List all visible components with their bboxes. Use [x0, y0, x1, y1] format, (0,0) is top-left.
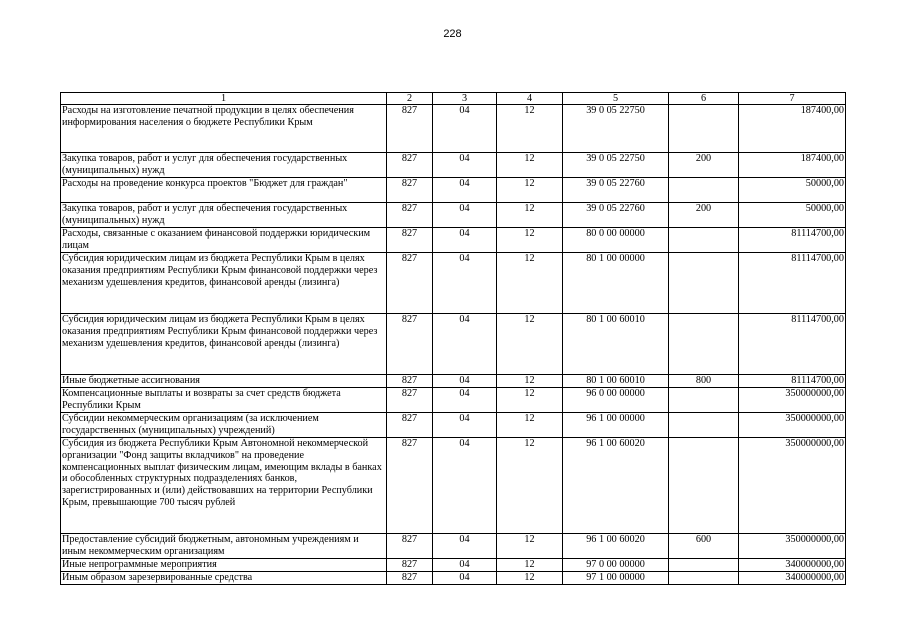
cell-target: 96 1 00 00000: [563, 413, 669, 438]
cell-section: 04: [433, 559, 497, 572]
cell-amount: 81114700,00: [739, 228, 846, 253]
cell-type: [669, 253, 739, 314]
cell-target: 97 0 00 00000: [563, 559, 669, 572]
cell-type: [669, 228, 739, 253]
cell-amount: 350000000,00: [739, 534, 846, 559]
table-row: [61, 228, 846, 253]
cell-target: 80 1 00 60010: [563, 314, 669, 375]
table-row: [61, 413, 846, 438]
table-row: [61, 375, 846, 388]
cell-amount: 50000,00: [739, 203, 846, 228]
cell-target: 80 1 00 60010: [563, 375, 669, 388]
cell-subsection: 12: [497, 375, 563, 388]
cell-amount: 350000000,00: [739, 438, 846, 534]
table-row: [61, 388, 846, 413]
cell-subsection: 12: [497, 388, 563, 413]
cell-type: 200: [669, 153, 739, 178]
row-name: Расходы, связанные с оказанием финансовой поддержки юридическим лицам: [61, 228, 387, 253]
cell-target: 39 0 05 22750: [563, 105, 669, 153]
cell-code: 827: [387, 559, 433, 572]
cell-subsection: 12: [497, 228, 563, 253]
table-row: [61, 178, 846, 203]
cell-type: 200: [669, 203, 739, 228]
table-row: [61, 438, 846, 534]
cell-type: [669, 314, 739, 375]
cell-amount: 340000000,00: [739, 559, 846, 572]
cell-section: 04: [433, 253, 497, 314]
cell-type: 800: [669, 375, 739, 388]
cell-section: 04: [433, 534, 497, 559]
row-name: Субсидия из бюджета Республики Крым Автономной некоммерческой организации "Фонд защиты вкладчиков" на проведение компенсационных выплат физическим лицам, имеющим вклады в банках и обособленных структурных подразделениях банков, зарегистрированных и (или) действовавших на территории Республики Крым, превышающие 700 тысяч рублей: [61, 438, 387, 534]
cell-section: 04: [433, 314, 497, 375]
page-number: 228: [443, 28, 462, 40]
cell-target: 97 1 00 00000: [563, 572, 669, 585]
budget-table: [60, 92, 846, 585]
cell-subsection: 12: [497, 534, 563, 559]
row-name: Субсидия юридическим лицам из бюджета Республики Крым в целях оказания предприятиям Республики Крым финансовой поддержки через механизм удешевления кредитов, финансовой аренды (лизинга): [61, 253, 387, 314]
cell-amount: 350000000,00: [739, 413, 846, 438]
cell-subsection: 12: [497, 314, 563, 375]
row-name: Закупка товаров, работ и услуг для обеспечения государственных (муниципальных) нужд: [61, 153, 387, 178]
row-name: Расходы на проведение конкурса проектов "Бюджет для граждан": [61, 178, 387, 203]
cell-subsection: 12: [497, 253, 563, 314]
column-header: 4: [497, 93, 563, 105]
cell-type: [669, 559, 739, 572]
cell-amount: 187400,00: [739, 153, 846, 178]
cell-subsection: 12: [497, 559, 563, 572]
column-header: 5: [563, 93, 669, 105]
row-name: Субсидия юридическим лицам из бюджета Республики Крым в целях оказания предприятиям Республики Крым финансовой поддержки через механизм удешевления кредитов, финансовой аренды (лизинга): [61, 314, 387, 375]
cell-subsection: 12: [497, 153, 563, 178]
cell-amount: 350000000,00: [739, 388, 846, 413]
cell-type: [669, 178, 739, 203]
column-header: 2: [387, 93, 433, 105]
table-row: [61, 203, 846, 228]
table-row: [61, 572, 846, 585]
cell-section: 04: [433, 413, 497, 438]
cell-code: 827: [387, 314, 433, 375]
table-row: [61, 253, 846, 314]
cell-code: 827: [387, 228, 433, 253]
cell-code: 827: [387, 105, 433, 153]
cell-section: 04: [433, 105, 497, 153]
cell-amount: 187400,00: [739, 105, 846, 153]
column-header: 1: [61, 93, 387, 105]
cell-section: 04: [433, 228, 497, 253]
cell-section: 04: [433, 572, 497, 585]
cell-code: 827: [387, 178, 433, 203]
cell-type: [669, 413, 739, 438]
table-row: [61, 534, 846, 559]
cell-code: 827: [387, 375, 433, 388]
cell-target: 96 1 00 60020: [563, 534, 669, 559]
cell-section: 04: [433, 203, 497, 228]
cell-code: 827: [387, 438, 433, 534]
cell-target: 96 1 00 60020: [563, 438, 669, 534]
cell-subsection: 12: [497, 105, 563, 153]
header-row: [61, 93, 846, 105]
cell-section: 04: [433, 153, 497, 178]
cell-type: [669, 388, 739, 413]
cell-amount: 340000000,00: [739, 572, 846, 585]
cell-section: 04: [433, 438, 497, 534]
cell-subsection: 12: [497, 438, 563, 534]
cell-code: 827: [387, 253, 433, 314]
cell-amount: 81114700,00: [739, 375, 846, 388]
cell-amount: 50000,00: [739, 178, 846, 203]
table-row: [61, 105, 846, 153]
row-name: Иным образом зарезервированные средства: [61, 572, 387, 585]
column-header: 6: [669, 93, 739, 105]
cell-target: 39 0 05 22750: [563, 153, 669, 178]
cell-type: [669, 438, 739, 534]
table-row: [61, 314, 846, 375]
cell-subsection: 12: [497, 203, 563, 228]
cell-section: 04: [433, 375, 497, 388]
cell-type: [669, 572, 739, 585]
row-name: Закупка товаров, работ и услуг для обеспечения государственных (муниципальных) нужд: [61, 203, 387, 228]
row-name: Иные бюджетные ассигнования: [61, 375, 387, 388]
cell-target: 96 0 00 00000: [563, 388, 669, 413]
row-name: Иные непрограммные мероприятия: [61, 559, 387, 572]
table-row: [61, 153, 846, 178]
cell-type: [669, 105, 739, 153]
row-name: Субсидии некоммерческим организациям (за исключением государственных (муниципальных) учреждений): [61, 413, 387, 438]
cell-code: 827: [387, 534, 433, 559]
row-name: Компенсационные выплаты и возвраты за счет средств бюджета Республики Крым: [61, 388, 387, 413]
cell-subsection: 12: [497, 178, 563, 203]
column-header: 7: [739, 93, 846, 105]
cell-code: 827: [387, 203, 433, 228]
table-row: [61, 559, 846, 572]
cell-code: 827: [387, 388, 433, 413]
cell-target: 80 0 00 00000: [563, 228, 669, 253]
cell-amount: 81114700,00: [739, 314, 846, 375]
cell-target: 39 0 05 22760: [563, 203, 669, 228]
row-name: Предоставление субсидий бюджетным, автономным учреждениям и иным некоммерческим организациям: [61, 534, 387, 559]
cell-type: 600: [669, 534, 739, 559]
cell-target: 80 1 00 00000: [563, 253, 669, 314]
cell-subsection: 12: [497, 413, 563, 438]
cell-code: 827: [387, 153, 433, 178]
cell-code: 827: [387, 572, 433, 585]
cell-target: 39 0 05 22760: [563, 178, 669, 203]
column-header: 3: [433, 93, 497, 105]
cell-section: 04: [433, 178, 497, 203]
cell-amount: 81114700,00: [739, 253, 846, 314]
row-name: Расходы на изготовление печатной продукции в целях обеспечения информирования населения о бюджете Республики Крым: [61, 105, 387, 153]
cell-subsection: 12: [497, 572, 563, 585]
cell-code: 827: [387, 413, 433, 438]
cell-section: 04: [433, 388, 497, 413]
